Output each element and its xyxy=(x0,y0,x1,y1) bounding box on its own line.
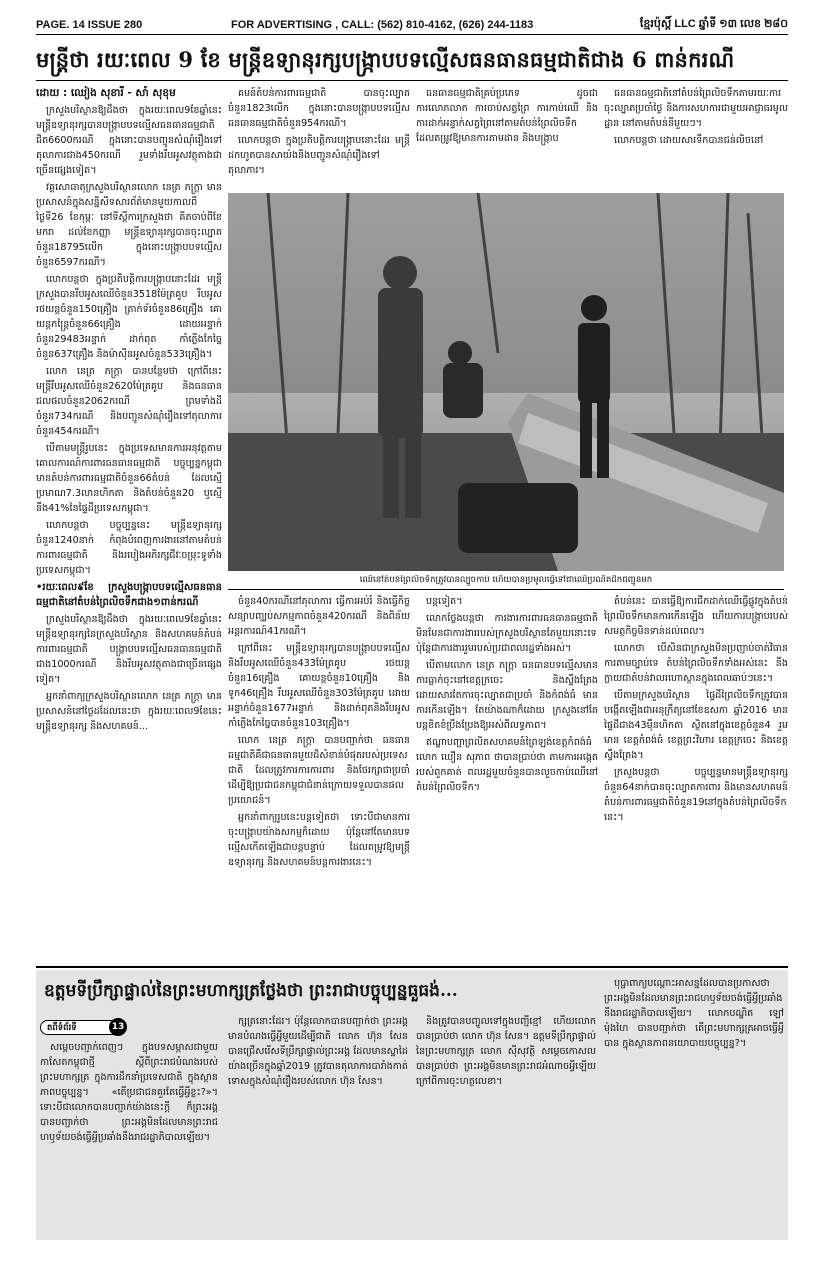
paragraph: ក្រសួងបរិស្ថានឱ្យដឹងថា ក្នុងរយៈពេល9ខែឆ្នាំនេះ មន្ត្រីឧទ្យានុរក្សបានបង្ក្រាបបទល្មើសធនធានធម្មជាតិជិត6600ករណី ក្នុងនោះបានបញ្ជូនសំណុំរឿងទៅតុលាការជាង450ករណី រួមទាំងរឹបអូសវត្ថុតាងជាច្រើនផ្សេងទៀត។ xyxy=(36,105,222,176)
forest-logging-photo xyxy=(228,193,784,571)
paragraph: លោក នេត្រ ភក្ត្រា បានបញ្ជាក់ថា ធនធានធម្មជាតិគឺជាធនធានមួយដ៏សំខាន់បំផុតរបស់ប្រទេសជាតិ ដែលត្រូវការការការពារ និងថែរក្សាជាប្រចាំ ដើម្បីឱ្យប្រជាជនកម្ពុជាជំនាន់ក្រោយទទួលបានផលប្រយោជន៍។ xyxy=(228,735,410,806)
story2-column-2 xyxy=(228,1014,408,1236)
continued-story-headline: ឧត្តមទីប្រឹក្សាផ្ទាល់នៃព្រះមហាក្សត្រថ្លែងថា ព្រះរាជាបច្ចុប្បន្នធួធង់... xyxy=(44,981,458,1001)
paragraph: បើតាមលោក នេត្រ ភក្ត្រា ធនធានបទល្មើសមានការធ្លាក់ចុះនៅខេត្តក្រចេះ និងស្ទឹងត្រែង ដោយសារតែការចុះល្បាតជាប្រចាំ និងកំពង់ធំ មានការកើនឡើង។ តែយ៉ាងណាក៏ដោយ ក្រសួងនៅតែបន្តខិតខំប្រឹងប្រែងឱ្យអស់ពីលទ្ធភាព។ xyxy=(416,660,598,731)
story2-column-1 xyxy=(40,1040,218,1236)
paragraph: ក្រសួងបន្តថា បច្ចុប្បន្នមានមន្ត្រីឧទ្យានុរក្សចំនួន64នាក់បានចុះល្បាតការពារ និងមានសហគមន៍តំបន់ការពារធម្មជាតិចំនួន19នៅក្នុងតំបន់ព្រៃលិចទឹកនេះ។ xyxy=(604,767,788,823)
article-column-2-bottom xyxy=(228,594,410,964)
photo-illustration xyxy=(228,193,784,571)
paragraph: ឥណ្ឌាបញ្ហាព្រលិតសហគមន៍ព្រៃឡង់ខេត្តកំពង់ធំលោក ឃឿន សុភាព ថាបានប្រាប់ថា តាមការអង្កេតរបស់ពួកគាត់ ពលរដ្ឋមួយចំនួនបានលួចកាប់ឈើនៅតំបន់ព្រៃលិចទឹក។ xyxy=(416,737,598,793)
continued-label: តពីទំព័រទី xyxy=(47,1023,77,1033)
paragraph: លោកបន្តថា ក្នុងប្រតិបត្តិការបង្ក្រាបនោះដែរ មន្ត្រីក្រសួងបានរឹបអូសឈើចំនួន3518ម៉ែត្រគូប រឹបអូសរថយន្តចំនួន150គ្រឿង ត្រាក់ទ័រចំនួន86គ្រឿង គោយន្តកន្ត្រៃចំនួន66គ្រឿង ដោយអន្ទាក់ចំនួន29483អន្ទាក់ ដាក់ពុត កាំភ្លើងកែច្នៃចំនួន637គ្រឿង និងម៉ាស៊ីនអូសចំនួន533គ្រឿង។ xyxy=(36,274,222,360)
paragraph: ធនធានធម្មជាតិគ្រប់ប្រភេទ ដូចជា ការលោភលាភ ការចាប់សត្វព្រៃ ការកាប់ឈើ និងការដាក់អន្ទាក់សត្វព្រៃនៅតាមតំបន់ព្រៃលិចទឹក ដែលតម្រូវឱ្យមានការតាមដាន និងបង្ក្រាប xyxy=(416,88,598,144)
paragraph: បើតាមក្រសួងបរិស្ថាន ផ្ទៃដីព្រៃលិចទឹកត្រូវបានបង្កើតឡើងជាអនុក្រឹត្យនៅខែឧសភា ឆ្នាំ2016 មានផ្ទៃដីជាង43ម៉ឺនហិកតា ស្ថិតនៅក្នុងខេត្តចំនួន4 រួមមាន ខេត្តកំពង់ធំ ខេត្តព្រះវិហារ ខេត្តក្រចេះ និងខេត្តស្ទឹងត្រែង។ xyxy=(604,690,788,761)
paragraph: លោកបន្តថា ក្នុងប្រតិបត្តិការបង្ក្រាបនោះដែរ មន្ត្រីដកហូតបានសាយ៉ងនិងបញ្ជូនសំណុំរឿងទៅតុលាការ។ xyxy=(228,135,410,176)
byline: ដោយ : ឈៀង សុខារី - សាំ សុខុម xyxy=(36,87,176,99)
article-column-3-top xyxy=(416,86,598,190)
paragraph: និងត្រូវបានបញ្ចូលទៅក្នុងបញ្ជីខ្មៅ ហើយលោកបានប្រាប់ថា លោក ហ៊ុន សែន។ ឧត្តមទីប្រឹក្សាផ្ទាល់នៃព្រះមហាក្សត្រ លោក ស៊ីសុវត្ថិ សម្ដេចកោសល បានប្រាប់ថា ព្រះអង្គមិនមានព្រះរាជអំណាចអ្វីឡើយ ក្រៅពីការចុះហត្ថលេខា។ xyxy=(416,1016,596,1087)
photo-caption: ឈើនៅតំបន់ព្រៃលិចទឹកត្រូវបានល្បួចកាប់ ហើយបានប្រមូលធ្វើទៅជាឈើប្រណីតដឹកជញ្ជូនមក xyxy=(228,575,784,590)
paragraph: ចំនួន40ករណីនៅតុលាការ ធ្វើការអប់រំ និងធ្វើកិច្ចសន្យាបញ្ឈប់សកម្មភាពចំនួន420ករណី និងពិន័យអន្តរការណ៍41ករណី។ xyxy=(228,596,410,637)
continued-from-badge xyxy=(40,1020,126,1035)
main-headline: មន្ត្រីថា រយៈពេល 9 ខែ មន្ត្រីឧទ្យានុរក្សបង្ក្រាបបទល្មើសធនធានធម្មជាតិជាង 6 ពាន់ករណី xyxy=(36,40,788,81)
paragraph: បើតាមមន្ត្រីរូបនេះ ក្នុងប្រទេសមានការអនុវត្តតាមគោលការណ៍ការពារធនធានធម្មជាតិ បច្ចុប្បន្នកម្ពុជាមានតំបន់ការពារធម្មជាតិចំនួន66តំបន់ ដែលស្មើប្រមាណ7.3លានហិកតា និងតំបន់ចំនួន20 ឬស្មើនឹង41%នៃផ្ទៃដីប្រទេសកម្ពុជា។ xyxy=(36,443,222,514)
article-column-1 xyxy=(36,86,222,964)
story2-column-4 xyxy=(604,976,784,1236)
paragraph: លោក នេត្រ ភក្ត្រា បានបន្ថែមថា ក្រៅពីនេះ មន្ត្រីរឹបអូសឈើចំនួន2620ម៉ែត្រគូប និងធនធានជលផលចំនួន2062ករណី ព្រមទាំងដីចំនួន734ករណី និងបញ្ជូនសំណុំរឿងទៅតុលាការចំនួន454ករណី។ xyxy=(36,366,222,437)
advertising-contact: FOR ADVERTISING , CALL: (562) 810-4162, (626) 244-1183 xyxy=(231,19,534,31)
article-column-3-bottom xyxy=(416,594,598,964)
paragraph: ធនធានធម្មជាតិនៅតំបន់ព្រៃលិចទឹកតាមរយៈការចុះល្បាតប្រចាំថ្ងៃ និងការសហការជាមួយអាជ្ញាធរមូលដ្ឋាន នៅតាមតំបន់នីមួយៗ។ xyxy=(604,88,788,129)
page-header xyxy=(36,16,788,35)
paragraph: អ្នកនាំពាក្យរូបនេះបន្តទៀតថា ទោះបីជាមានការចុះបង្ក្រាបយ៉ាងសកម្មក៏ដោយ ប៉ុន្តែនៅតែមានបទល្មើសកើតឡើងជាបន្តបន្ទាប់ ដែលតម្រូវឱ្យមន្ត្រីឧទ្យានុរក្ស និងសហគមន៍បន្តការងារនេះ។ xyxy=(228,812,410,868)
paragraph: គមន៍តំបន់ការពារធម្មជាតិ បានចុះល្បាតចំនួន1823លើក ក្នុងនោះបានបង្ក្រាបបទល្មើសធនធានធម្មជាតិចំនួន954ករណី។ xyxy=(228,88,410,129)
article-column-2-top xyxy=(228,86,410,190)
paragraph: ក្រសួងបរិស្ថានឱ្យដឹងថា ក្នុងរយៈពេល9ខែឆ្នាំនេះ មន្ត្រីឧទ្យានុរក្សនៃក្រសួងបរិស្ថាន និងសហគមន៍តំបន់ការពារធម្មជាតិ បង្ក្រាបបទល្មើសធនធានធម្មជាតិជាង1000ករណី និងរឹបអូសវត្ថុតាងជាច្រើនផ្សេងទៀត។ xyxy=(36,614,222,685)
page-issue-label: PAGE. 14 ISSUE 280 xyxy=(36,19,143,31)
paragraph: លោកថា បើសិនជាក្រសួងមិនប្រញាប់ចាត់វិធានការតាមច្បាប់ទេ តំបន់ព្រៃលិចទឹកទាំងអស់នេះ នឹងក្លាយជាតំបន់វាលរហោស្ថានក្នុងពេលឆាប់ៗនេះ។ xyxy=(604,643,788,684)
paragraph: សម្ដេចបញ្ជាក់ពេញៗ ក្នុងបទសម្ភាសជាមួយកាសែតកម្ពុជាថ្មី ស្ដីពីព្រះរាជបំណងរបស់ព្រះមហាក្សត្រ ក្នុងការដឹកនាំប្រទេសជាតិ ក្នុងស្ថានភាពបច្ចុប្បន្ន។ «តើប្រជាជនគួរតែធ្វើអ្វីខ្លះ?»។ ទោះបីជាលោកបានបញ្ជាក់យ៉ាងនេះក្តី ក៏ព្រះអង្គបានបញ្ជាក់ថា ព្រះអង្គមិនដែលមានព្រះរាជហឫទ័យចង់ធ្វើអ្វីប្រឆាំងនឹងរាជរដ្ឋាភិបាលឡើយ។ xyxy=(40,1042,218,1143)
paragraph: លោកបន្តថា ដោយសារទឹកបានជន់លិចនៅ xyxy=(614,135,764,146)
paragraph: លោកបន្តថា បច្ចុប្បន្ននេះ មន្ត្រីឧទ្យានុរក្សចំនួន1240នាក់ កំពុងបំពេញការងារនៅតាមតំបន់ការពារធម្មជាតិ និងរបៀងអភិរក្សជីវៈចម្រុះទូទាំងប្រទេសកម្ពុជា។ xyxy=(36,520,222,576)
paragraph: ក្សត្រនោះដែរ។ ប៉ុន្តែលោកបានបញ្ជាក់ថា ព្រះអង្គមានបំណងធ្វើអ្វីមួយដើម្បីជាតិ លោក ហ៊ុន សែន បានជ្រើសរើសទីប្រឹក្សាផ្ទាល់ព្រះអង្គ ដែលមានស្នាដៃយ៉ាងច្រើនក្នុងឆ្នាំ2019 ត្រូវបានតុលាការបារាំងកាត់ទោសក្នុងសំណុំរឿងរបស់លោក ហ៊ុន សែន។ xyxy=(228,1016,408,1087)
masthead-issue-khmer: ខ្មែរប៉ុស្ដិ៍ LLC ឆ្នាំទី ១៣ លេខ ២៨០ xyxy=(639,18,788,30)
story2-column-3 xyxy=(416,1014,596,1236)
article-column-4-top xyxy=(604,86,788,190)
paragraph: វគ្គសោធាតុក្រសួងបរិស្ថានលោក នេត្រ ភក្ត្រា មានប្រសាសន៍ក្នុងសន្និសីទសារព័ត៌មានមួយកាលពីថ្ងៃទី26 ខែកុម្ភៈ នៅទីស្ដីការក្រសួងថា គិតចាប់ពីខែមករា ដល់ខែកញ្ញា មន្ត្រីឧទ្យានុរក្សបានចុះល្បាតចំនួន18795លើក ក្នុងនោះបង្ក្រាបបទល្មើសចំនួន6597ករណី។ xyxy=(36,182,222,268)
article-subheading: •រយៈពេល៩ខែ ក្រសួងបង្ក្រាបបទល្មើសធនធានធម្មជាតិនៅតំបន់ព្រៃលិចទឹកជាង១ពាន់ករណី xyxy=(36,582,222,608)
continued-page-number: 13 xyxy=(109,1018,127,1036)
paragraph: បន្តទៀត។ xyxy=(426,596,463,607)
article-column-4-bottom xyxy=(604,594,788,964)
paragraph: លោកថ្លែងបន្តថា ការងារការពារធនធានធម្មជាតិមិនមែនជាការងាររបស់ក្រសួងបរិស្ថានតែមួយនោះទេ ប៉ុន្តែជាការងាររួមរបស់ប្រជាពលរដ្ឋទាំងអស់។ xyxy=(416,613,598,654)
section-divider xyxy=(36,966,788,968)
paragraph: តំបន់នេះ បានធ្វើឱ្យការជីកដាក់ឈើធ្វើផ្លូវក្នុងតំបន់ព្រៃលិចទឹកមានការកើនឡើង ហើយការបង្ក្រាបរបស់សមត្ថកិច្ចមិនទាន់ដល់ពេល។ xyxy=(604,596,788,637)
paragraph: អ្នកនាំពាក្យក្រសួងបរិស្ថានលោក នេត្រ ភក្ត្រា មានប្រសាសន៍នៅថ្ងៃដដែលនេះថា ក្នុងរយៈពេល9ខែនេះ មន្ត្រីឧទ្យានុរក្ស និងសហគមន៍... xyxy=(36,691,222,732)
paragraph: ក្រៅពីនេះ មន្ត្រីឧទ្យានុរក្សបានបង្ក្រាបបទល្មើស និងរឹបអូសឈើចំនួន433ម៉ែត្រគូប រថយន្តចំនួន16គ្រឿង គោយន្តចំនួន10គ្រឿង និងទូក46គ្រឿង រឹបអូសឈើចំនួន303ម៉ែត្រគូប ដោយអន្ទាក់ចំនួន1677អន្ទាក់ និងដាក់ពុតនិងរឹបអូសកាំភ្លើងកែច្នៃបានចំនួន103គ្រឿង។ xyxy=(228,643,410,729)
paragraph: បុប្ផាពាក្យបណ្ដោះអាសន្នដែលបានប្រកាសថា ព្រះអង្គមិនដែលមានព្រះរាជហឫទ័យចង់ធ្វើអ្វីប្រឆាំងនឹងរាជរដ្ឋាភិបាលឡើយ។ លោកបណ្ឌិត ឡៅ ម៉ុងហៃ បានបញ្ជាក់ថា តើព្រះមហាក្សត្រអាចធ្វើអ្វីបាន ក្នុងស្ថានភាពនយោបាយបច្ចុប្បន្ន?។ xyxy=(604,978,784,1049)
